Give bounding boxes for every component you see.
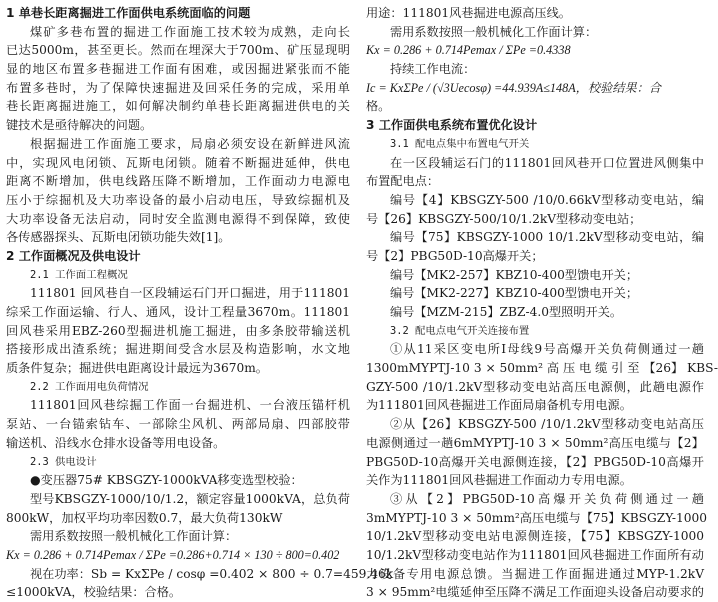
left-text-line: 2.2 工作面用电负荷情况: [30, 380, 149, 393]
left-text-line: 2 工作面概况及供电设计: [6, 248, 141, 263]
right-text-line: 3mMYPTJ-10 3 × 50mm²高压电缆与【75】KBSGZY-1000: [366, 510, 708, 525]
left-text-line: 泵站、一台锚索钻车、一部除尘风机、两部局扇、四部胶带: [6, 417, 350, 432]
left-text-line: 大功率设备无法启动，同时安全监测电源得不到保障，致使: [6, 211, 350, 226]
left-text-line: 根据掘进工作面施工要求，局扇必须安设在新鲜进风流: [30, 136, 350, 151]
left-text-line: 布置多巷时，为了保障快速掘进及回采任务的完成，采用单: [6, 80, 350, 95]
right-text-line: 格。: [366, 99, 391, 114]
right-text-line: 号【26】KBSGZY-500/10/1.2kV型移动变电站；: [366, 211, 642, 226]
right-text-line: 编号【MK2-227】KBZ10-400型馈电开关；: [390, 286, 639, 301]
left-text-line: 1 单巷长距离掘进工作面供电系统面临的问题: [6, 6, 251, 20]
right-text-line: 10/1.2kV型移动变电站电源侧连接，【75】KBSGZY-1000: [366, 529, 704, 544]
left-text-line: 2.1 工作面工程概况: [30, 268, 128, 281]
right-text-line: 为111801回风巷掘进工作面局扇备机专用电源。: [366, 398, 632, 413]
left-text-line: 111801 回风巷自一区段辅运石门开口掘进，用于111801: [30, 286, 350, 301]
left-text-line: 视在功率：Sb = KxΣPe / cosφ =0.402 × 800 ÷ 0.7=459.46k: [30, 566, 394, 581]
left-text-line: 回风巷采用EBZ-260型掘进机施工掘进，由多条胶带输送机: [6, 323, 350, 338]
left-text-line: 需用系数按照一般机械化工作面计算：: [30, 529, 238, 544]
left-text-line: 压小于综掘机及大功率设备的最小启动电压，导致综掘机及: [6, 192, 350, 207]
left-text-line: 综采工作面运输、行人、通风，设计工程量3670m。111801: [6, 305, 350, 319]
left-text-line: 质条件复杂；掘进供电距离设计最远为3670m。: [6, 361, 268, 376]
right-text-line: Ic = KxΣPe / (√3Uecosφ) =44.939A≤148A，校验结果：合: [366, 80, 661, 95]
left-text-line: 输送机、沿线水仓排水设备等用电设备。: [6, 435, 226, 450]
right-text-line: 10/1.2kV型移动变电站作为111801回风巷掘进工作面所有动: [366, 547, 704, 562]
left-text-line: 111801回风巷综掘工作面一台掘进机、一台液压锚杆机: [30, 398, 350, 413]
right-text-line: 力设备专用电源总馈。当掘进工作面掘进通过MYP-1.2kV: [366, 566, 704, 581]
right-text-line: ③从【2】PBG50D-10高爆开关负荷侧通过一趟: [390, 491, 704, 506]
right-text-line: 编号【4】KBSGZY-500 /10/0.66kV型移动变电站，编: [390, 192, 704, 207]
left-text-line: 距离不断增加，供电线路压降不断增加，工作面动力电源电: [6, 174, 350, 189]
right-text-line: 布置配电点：: [366, 174, 440, 189]
right-text-line: 3 × 95mm²电缆延伸至压降不满足工作面迎头设备启动要求的: [366, 585, 704, 600]
left-text-line: 已达5000m，甚至更长。然而在埋深大于700m、矿压显现明: [6, 43, 350, 58]
right-text-line: 号【2】PBG50D-10高爆开关；: [366, 248, 544, 263]
right-text-line: 3 工作面供电系统布置优化设计: [366, 118, 538, 133]
right-text-line: ①从11采区变电所Ⅰ母线9号高爆开关负荷侧通过一趟: [390, 342, 704, 357]
left-text-line: 煤矿多巷布置的掘进工作面施工技术较为成熟，走向长: [30, 24, 350, 39]
right-text-line: 编号【MZM-215】ZBZ-4.0型照明开关。: [390, 305, 623, 319]
left-text-line: 键技术是亟待解决的问题。: [6, 118, 153, 133]
right-text-line: 在一区段辅运石门的111801回风巷开口位置进风侧集中: [390, 155, 704, 170]
right-text-line: 编号【MK2-257】KBZ10-400型馈电开关；: [390, 267, 639, 282]
right-text-line: 3.1 配电点集中布置电气开关: [390, 137, 530, 150]
left-text-line: 各传感器探头、瓦斯电闭锁功能失效[1]。: [6, 230, 231, 245]
right-text-line: Kx = 0.286 + 0.714Pemax / ΣPe =0.4338: [366, 43, 571, 58]
left-text-line: 巷长距离掘进施工，如何解决制约单巷长距离掘进供电的关: [6, 99, 350, 114]
right-text-line: 1300mMYPTJ-10 3 × 50mm² 高 压 电 缆 引 至 【26】 KBS-: [366, 361, 718, 376]
right-text-line: GZY-500 /10/1.2kV型移动变电站高压电源侧，此趟电源作: [366, 379, 704, 394]
right-text-line: 编号【75】KBSGZY-1000 10/1.2kV型移动变电站，编: [390, 230, 704, 245]
left-text-line: 800kW，加权平均功率因数0.7，最大负荷130kW: [6, 510, 283, 525]
left-text-line: 2.3 供电设计: [30, 455, 97, 468]
right-text-line: 关作为111801回风巷掘进工作面动力专用电源。: [366, 473, 632, 488]
right-text-line: 持续工作电流：: [390, 62, 476, 77]
left-text-line: 显的地区布置多巷掘进工作面有困难，或因掘进紧张而不能: [6, 62, 350, 77]
right-text-line: 用途：111801风巷掘进电源高压线。: [366, 6, 571, 20]
left-text-line: Kx = 0.286 + 0.714Pemax / ΣPe =0.286+0.714 × 130 ÷ 800=0.402: [6, 547, 340, 562]
left-text-line: 型号KBSGZY-1000/10/1.2，额定容量1000kVA，总负荷: [30, 491, 350, 506]
right-text-line: PBG50D-10高爆开关电源侧连接，【2】PBG50D-10高爆开: [366, 454, 704, 469]
left-text-line: 搭接形成出渣系统；掘进期间受含水层及构造影响，水文地: [6, 342, 350, 357]
right-text-line: ②从【26】KBSGZY-500 /10/1.2kV型移动变电站高压: [390, 417, 704, 432]
left-text-line: 中，实现风电闭锁、瓦斯电闭锁。随着不断掘进延伸，供电: [6, 155, 350, 170]
left-column: [6, 4, 394, 602]
left-text-line: ≤1000kVA，校验结果：合格。: [6, 585, 182, 600]
left-text-line: ●变压器75# KBSGZY-1000kVA移变选型校验：: [30, 473, 303, 488]
right-text-line: 3.2 配电点电气开关连接布置: [390, 324, 530, 337]
right-column: [366, 4, 718, 602]
right-text-line: 需用系数按照一般机械化工作面计算：: [390, 24, 598, 39]
right-text-line: 电源侧通过一趟6mMYPTJ-10 3 × 50mm²高压电缆与【2】: [366, 435, 704, 450]
